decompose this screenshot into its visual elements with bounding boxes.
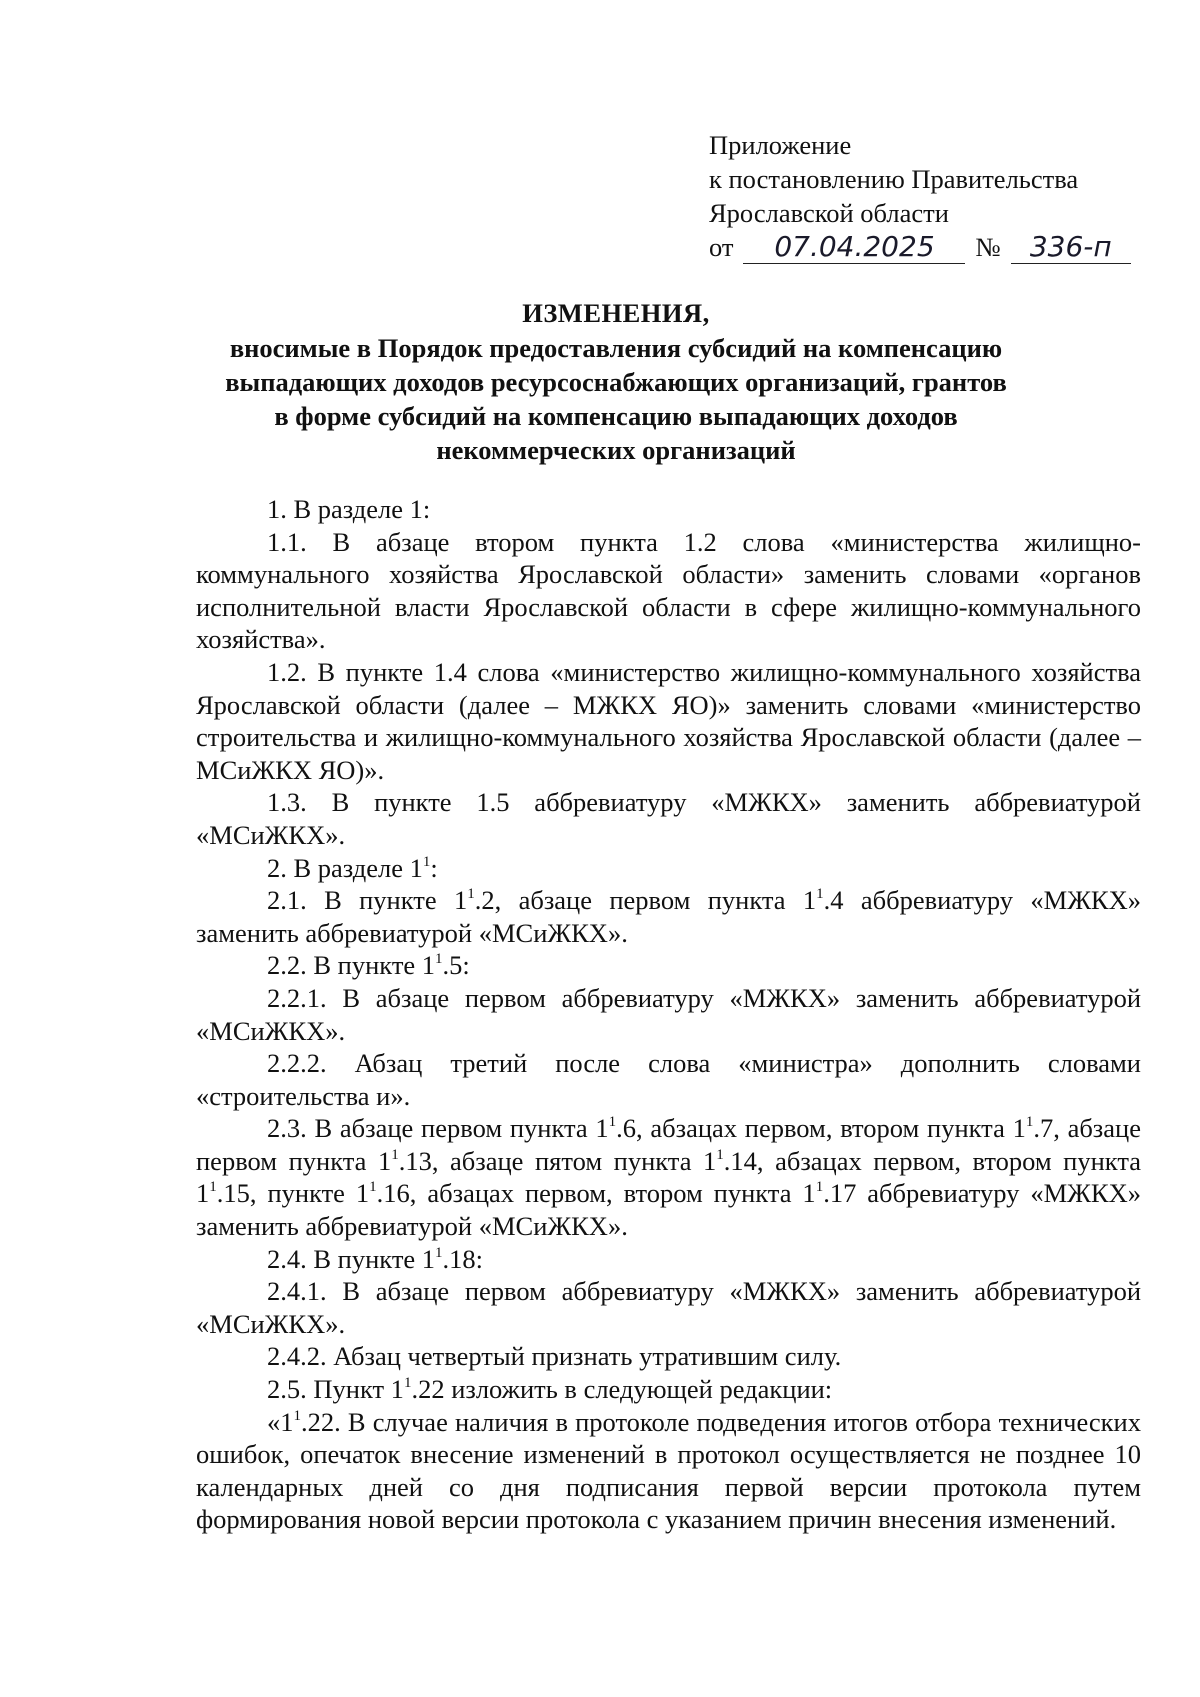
appendix-line-region: Ярославской области [709,198,949,228]
heading-line: выпадающих доходов ресурсоснабжающих организаций, грантов [225,367,1007,397]
superscript: 1 [293,1407,301,1424]
text-segment: 2.3. В абзаце первом пункта 1 [267,1113,609,1144]
text-segment: 2. В разделе 1 [267,852,423,883]
text-segment: .17 аббревиатуру «МЖКХ» заменить аббревиатурой «МСиЖКХ». [196,1178,1141,1242]
superscript: 1 [435,951,443,968]
superscript: 1 [209,1179,217,1196]
superscript: 1 [422,853,431,870]
paragraph-2-4 [196,1243,1141,1276]
superscript: 1 [816,886,824,903]
paragraph-2-2 [196,949,1141,982]
superscript: 1 [369,1179,377,1196]
text-segment: 2.1. В пункте 1 [267,885,468,916]
paragraph-2-4-2: 2.4.2. Абзац четвертый признать утратившим силу. [267,1341,842,1372]
superscript: 1 [716,1146,724,1163]
text-segment: .18: [442,1243,484,1274]
text-segment: 2.4. В пункте 1 [267,1243,436,1274]
paragraph-2-5 [196,1373,1141,1406]
paragraph-2 [196,852,1141,885]
text-segment: 2.2. В пункте 1 [267,950,436,981]
appendix-line-decree: к постановлению Правительства [709,164,1079,194]
handwritten-date: 07.04.2025 [743,231,965,264]
superscript: 1 [435,1244,443,1261]
text-segment: .7, абзаце первом пункта 1 [196,1113,1141,1176]
paragraph-1: 1. В разделе 1: [267,494,431,524]
document-heading [150,296,1082,467]
heading-title: ИЗМЕНЕНИЯ, [522,298,710,328]
text-segment: .15, пункте 1 [216,1178,370,1209]
heading-line: в форме субсидий на компенсацию выпадающих доходов [274,401,958,431]
text-segment: .16, абзацах первом, втором пункта 1 [376,1178,816,1209]
date-prefix: от [709,232,734,262]
paragraph-1-3: 1.3. В пункте 1.5 аббревиатуру «МЖКХ» заменить аббревиатурой «МСиЖКХ». [196,787,1141,850]
text-segment: .4 аббревиатуру «МЖКХ» заменить аббревиатурой «МСиЖКХ». [196,885,1141,948]
superscript: 1 [815,1179,824,1196]
text-segment: .22 изложить в следующей редакции: [411,1374,833,1405]
paragraph-2-2-1: 2.2.1. В абзаце первом аббревиатуру «МЖКХ» заменить аббревиатурой «МСиЖКХ». [196,982,1141,1046]
paragraph-2-2-2: 2.2.2. Абзац третий после слова «министра» дополнить словами «строительства и». [196,1048,1141,1111]
text-segment: .14, абзацах первом, втором пункта 1 [196,1145,1141,1209]
appendix-block [709,128,1149,264]
paragraph-2-4-1: 2.4.1. В абзаце первом аббревиатуру «МЖКХ» заменить аббревиатурой «МСиЖКХ». [196,1276,1141,1339]
text-segment: .5: [442,950,470,981]
text-segment: 2.5. Пункт 1 [267,1374,404,1405]
handwritten-number: 336-п [1011,231,1131,264]
text-segment: .22. В случае наличия в протоколе подведения итогов отбора технических ошибок, опечаток внесение изменений в протокол осуществляется не позднее 10 календарных дней со дня подписания первой версии протокола путем формирования новой версии протокола с указанием причин внесения изменений. [196,1406,1141,1535]
appendix-date-line [709,230,1149,264]
text-segment: «1 [267,1406,294,1437]
superscript: 1 [391,1146,399,1163]
superscript: 1 [403,1375,412,1392]
text-segment: .6, абзацах первом, втором пункта 1 [616,1113,1026,1144]
heading-line: вносимые в Порядок предоставления субсидий на компенсацию [229,333,1003,363]
paragraph-2-3 [196,1112,1141,1242]
text-segment: : [430,852,438,883]
text-segment: .2, абзаце первом пункта 1 [474,885,817,916]
paragraph-1-1: 1.1. В абзаце втором пункта 1.2 слова «министерства жилищно-коммунального хозяйства Ярославской области» заменить словами «органов исполнительной власти Ярославской области в сфере жилищно-коммунального хозяйства». [196,526,1141,655]
paragraph-quoted-1-22 [196,1406,1141,1536]
number-prefix: № [975,232,1001,262]
appendix-title: Приложение [709,130,852,160]
document-body [196,493,1141,1536]
superscript: 1 [467,886,475,903]
paragraph-2-1 [196,884,1141,949]
heading-line: некоммерческих организаций [436,435,796,465]
text-segment: .13, абзаце пятом пункта 1 [398,1145,717,1176]
superscript: 1 [1025,1114,1034,1131]
superscript: 1 [608,1114,617,1131]
paragraph-1-2: 1.2. В пункте 1.4 слова «министерство жилищно-коммунального хозяйства Ярославской области (далее – МЖКХ ЯО)» заменить словами «министерство строительства и жилищно-коммунального хозяйства Ярославской области (далее – МСиЖКХ ЯО)». [196,656,1141,785]
